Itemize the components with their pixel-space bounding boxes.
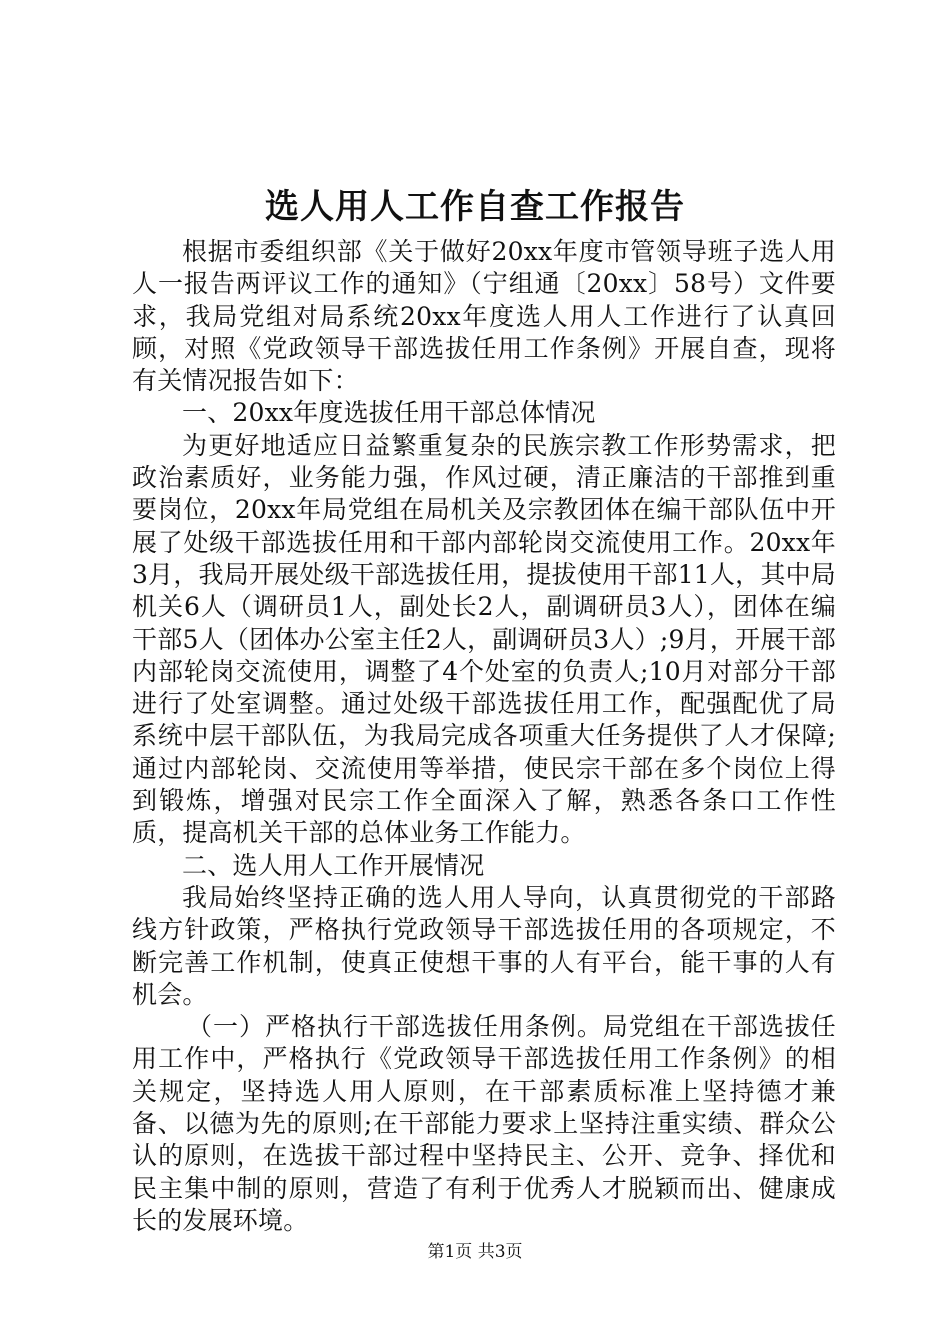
document-title: 选人用人工作自查工作报告 bbox=[265, 187, 685, 227]
page-footer: 第1页 共3页 bbox=[427, 1242, 523, 1262]
paragraph-intro: 根据市委组织部《关于做好20xx年度市管领导班子选人用人一报告两评议工作的通知》（宁组通〔20xx〕58号）文件要求，我局党组对局系统20xx年度选人用人工作进行了认真回顾，对照《党政领导干部选拔任用工作条例》开展自查，现将有关情况报告如下： bbox=[132, 237, 836, 396]
section-heading-1: 一、20xx年度选拔任用干部总体情况 bbox=[182, 398, 596, 428]
document-body bbox=[132, 236, 836, 1237]
section-heading-2: 二、选人用人工作开展情况 bbox=[182, 850, 485, 880]
paragraph-subsection-1: （一）严格执行干部选拔任用条例。局党组在干部选拔任用工作中，严格执行《党政领导干部选拔任用工作条例》的相关规定，坚持选人用人原则，在干部素质标准上坚持德才兼备、以德为先的原则;在干部能力要求上坚持注重实绩、群众公认的原则，在选拔干部过程中坚持民主、公开、竞争、择优和民主集中制的原则，营造了有利于优秀人才脱颖而出、健康成长的发展环境。 bbox=[132, 1012, 836, 1235]
paragraph-section-2: 我局始终坚持正确的选人用人导向，认真贯彻党的干部路线方针政策，严格执行党政领导干部选拔任用的各项规定，不断完善工作机制，使真正使想干事的人有平台，能干事的人有机会。 bbox=[132, 882, 836, 1009]
paragraph-section-1: 为更好地适应日益繁重复杂的民族宗教工作形势需求，把政治素质好，业务能力强，作风过硬，清正廉洁的干部推到重要岗位，20xx年局党组在局机关及宗教团体在编干部队伍中开展了处级干部选拔任用和干部内部轮岗交流使用工作。20xx年3月，我局开展处级干部选拔任用，提拔使用干部11人，其中局机关6人（调研员1人，副处长2人，副调研员3人），团体在编干部5人（团体办公室主任2人，副调研员3人）;9月，开展干部内部轮岗交流使用，调整了4个处室的负责人;10月对部分干部进行了处室调整。通过处级干部选拔任用工作，配强配优了局系统中层干部队伍，为我局完成各项重大任务提供了人才保障;通过内部轮岗、交流使用等举措，使民宗干部在多个岗位上得到锻炼，增强对民宗工作全面深入了解，熟悉各条口工作性质，提高机关干部的总体业务工作能力。 bbox=[132, 430, 836, 848]
